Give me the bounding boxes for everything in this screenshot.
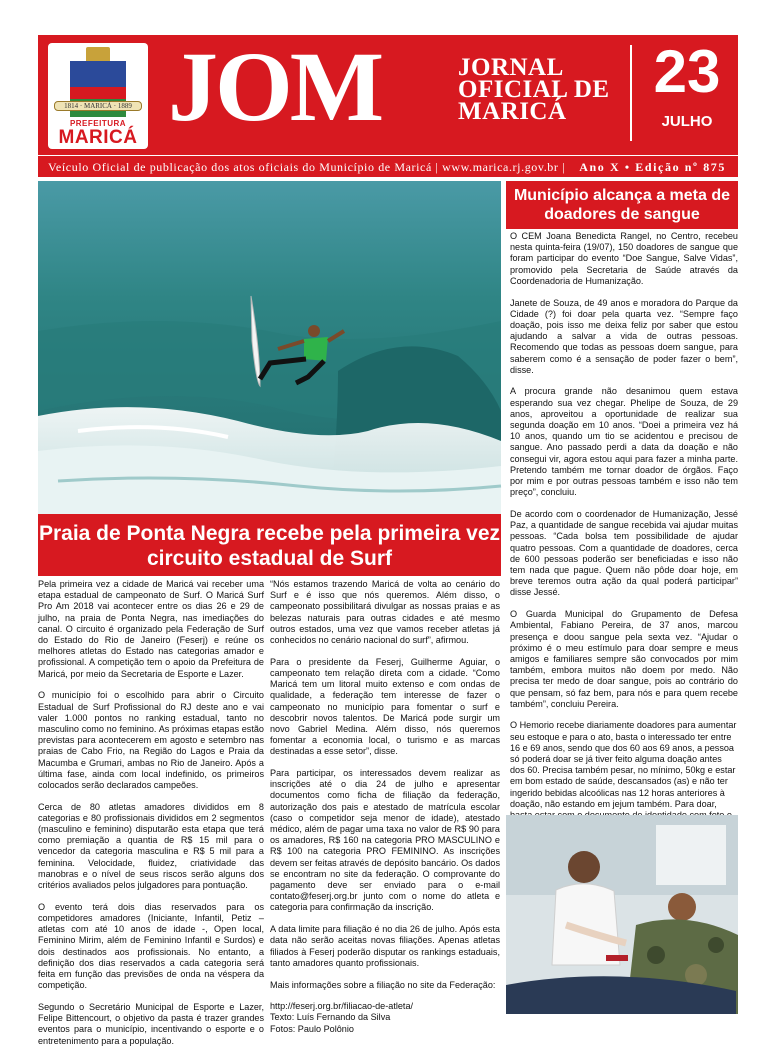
paragraph: Pela primeira vez a cidade de Maricá vai receber uma etapa estadual de campeonato de Surf. O Maricá Surf Pro Am 2018 vai acontecer entre os dias 26 e 29 de julho, na praia de Ponta Negra, nas imediações do canal. O circuito é organizado pela Federação de Surf do Estado do Rio de Janeiro (Feserj) e reúne os melhores atletas do Estado nas categorias amador e profissional. A competição tem o apoio da Prefeitura de Maricá, por meio da Secretaria de Esporte e Lazer. bbox=[38, 579, 264, 679]
paragraph: A procura grande não desanimou quem estava esperando sua vez chegar. Phelipe de Souza, de 29 anos, aproveitou a oportunidade de realizar sua segunda doação em 10 anos. “Doei a primeira vez há 10 anos, quando um tio se acidentou e precisou de sangue. Ano passado perdi a data da doação e não consegui vir, agora estou aqui para fazer a minha parte. Pretendo também me tornar doador de órgãos. Faço por mim e por outras pessoas também e isso não tem preço”, concluiu. bbox=[510, 386, 738, 498]
surf-body-column-2 bbox=[270, 579, 500, 1034]
coat-of-arms-icon bbox=[48, 43, 148, 149]
jom-logo: JOM bbox=[168, 31, 382, 142]
paragraph: De acordo com o coordenador de Humanização, Jessé Paz, a quantidade de sangue recebida vai ajudar muitas pessoas. “Cada bolsa tem possibilidade de ajudar quatro pessoas. Com a quantidade de doadores, cerca de 600 pessoas poderão ser beneficiadas e isso não tem nada que pague. Quem não pôde doar hoje, em breve teremos outra ação da qual poderá participar” disse Jessé. bbox=[510, 508, 738, 598]
blood-donation-headline: Município alcança a meta de doadores de sangue bbox=[506, 181, 738, 229]
paragraph: Para participar, os interessados devem realizar as inscrições até o dia 24 de julho e apresentar documentos como ficha de filiação da federação, autorização dos pais e atestado de matrícula escolar (caso o competidor seja menor de idade), atestado médico, além de pagar uma taxa no valor de R$ 90 para os amadores, R$ 160 na categoria PRO MASCULINO e R$ 100 na categoria PRO FEMININO. As inscrições devem ser feitas através de depósito bancário. Os dados se encontram no site da federação. O comprovante do pagamento deve ser enviado para o e-mail contato@feserj.org.br junto com o nome do atleta e categoria para confirmação da inscrição. bbox=[270, 768, 500, 913]
paragraph: Para o presidente da Feserj, Guilherme Aguiar, o campeonato tem relação direta com a cidade. “Como Maricá tem um litoral muito extenso e com ondas de qualidade, a federação tem interesse de fazer o campeonato no município para fomentar o surf e descobrir novos talentos. De Maricá pode surgir um novo Gabriel Medina. Além disso, nós queremos fomentar a economia local, o turismo e as marcas destinadas a esse setor”, disse. bbox=[270, 656, 500, 757]
issue-month: JULHO bbox=[661, 113, 713, 130]
journal-title-line3: MARICÁ bbox=[458, 98, 567, 125]
crest-prefeitura: PREFEITURA bbox=[69, 119, 127, 128]
masthead-divider bbox=[630, 45, 632, 141]
paragraph: O CEM Joana Benedicta Rangel, no Centro, recebeu nesta quinta-feira (19/07), 150 doadores de sangue que foram participar do evento “Doe Sangue, Salve Vidas”, promovido pela Secretaria de Saúde através da Coordenadoria de Humanização. bbox=[510, 231, 738, 286]
paragraph: O Guarda Municipal do Grupamento de Defesa Ambiental, Fabiano Pereira, de 37 anos, marcou presença e doou sangue pela sexta vez. “Ajudar o próximo é o meu estímulo para doar sempre e meus amigos e familiares sempre são convocados por mim também, embora muitos não doem por medo. Não precisa ter medo de doar sangue, pois ao contrário do que pensam, só faz bem, para nós e para quem recebe também”, concluiu Pereira. bbox=[510, 609, 738, 709]
crest-ribbon: 1814 · MARICÁ · 1889 bbox=[54, 101, 142, 111]
surf-photo bbox=[38, 181, 501, 514]
paragraph: O evento terá dois dias reservados para os competidores amadores (Iniciante, Infantil, Petiz – atletas com até 10 anos de idade -, Open local, Feminino Mirim, além de Feminino Infantil e Surdos) e dois destinados aos profissionais. No entanto, a definição dos dias reservados a cada categoria será feita em função das previsões de onda na véspera da competição. bbox=[38, 901, 264, 991]
blood-donation-photo bbox=[506, 815, 738, 1014]
photo-credit: Fotos: Paulo Polônio bbox=[270, 1023, 354, 1034]
federation-link[interactable]: http://feserj.org.br/filiacao-de-atleta/ bbox=[270, 1001, 414, 1012]
blood-donation-body bbox=[510, 231, 738, 811]
journal-title-line2: OFICIAL DE bbox=[458, 76, 610, 103]
paragraph: A data limite para filiação é no dia 26 de julho. Após esta data não serão aceitas novas filiações. Apenas atletas filiados à Feserj poderão disputar os rankings estaduais, tanto amadores quanto profissionais. bbox=[270, 924, 500, 968]
surf-headline: Praia de Ponta Negra recebe pela primeira vez circuito estadual de Surf bbox=[38, 514, 501, 576]
paragraph: O município foi o escolhido para abrir o Circuito Estadual de Surf Profissional do RJ deste ano e vai valer 1.000 pontos no ranking estadual, tanto no masculino como no feminino. As próximas etapas estão previstas para acontecerem em agosto e setembro nas praias de Cabo Frio, na Região do Lagos e Praia da Macumba e Grumari, ambas no Rio de Janeiro. Após a última fase, ainda com local indefinido, os primeiros colocados serão declarados campeões. bbox=[38, 690, 264, 790]
paragraph: Segundo o Secretário Municipal de Esporte e Lazer, Felipe Bittencourt, o objetivo da pasta é trazer grandes eventos para o município, incentivando o esporte e o entretenimento para a população. bbox=[38, 1001, 264, 1046]
masthead-subline bbox=[38, 155, 738, 177]
paragraph: Cerca de 80 atletas amadores divididos em 8 categorias e 80 profissionais divididos em 2 segmentos (masculino e feminino) disputarão esta etapa que terá como premiação a quantia de R$ 15 mil para o vencedor da categoria masculina e R$ 5 mil para a feminina. Velocidade, fluidez, criatividade das manobras e o nível de seus riscos serão alguns dos critérios avaliados pelos julgadores para pontuação. bbox=[38, 801, 264, 891]
journal-title bbox=[458, 54, 610, 125]
text-credit: Texto: Luís Fernando da Silva bbox=[270, 1012, 391, 1023]
crest-city: MARICÁ bbox=[58, 127, 138, 148]
paragraph: O Hemorio recebe diariamente doadores para aumentar seu estoque e para o ato, basta o interessado ter entre 16 e 69 anos, sendo que dos 60 aos 69 anos, a pessoa só poderá doar se já tiver feito alguma doação antes dos 60. Precisa também pesar, no mínimo, 50kg e estar em bom estado de saúde, descansados (as) e não ter ingerido bebidas alcoólicas nas 12 horas anteriores à doação, não estando em jejum também. Para doar, bbox=[510, 720, 737, 809]
journal-title-line1: JORNAL bbox=[458, 54, 564, 81]
paragraph: Janete de Souza, de 49 anos e moradora do Parque da Cidade (?) foi doar pela quarta vez. “Sempre faço doação, pois isso me deixa feliz por saber que estou ajudando a salvar a vida de outras pessoas. Recomendo que todas as pessoas doem sangue, para saberem como é a sensação de poder fazer o bem”, disse. bbox=[510, 297, 738, 375]
edition-line: Ano X • Edição nº 875 bbox=[579, 160, 726, 174]
vehicle-line: Veículo Oficial de publicação dos atos oficiais do Município de Maricá | www.marica.rj.gov.br | bbox=[48, 160, 566, 174]
masthead bbox=[38, 31, 738, 155]
paragraph: Mais informações sobre a filiação no site da Federação: bbox=[270, 979, 496, 990]
paragraph: “Nós estamos trazendo Maricá de volta ao cenário do Surf e é isso que nós queremos. Além disso, o campeonato possibilitará divulgar as nossas praias e as belezas naturais para outras cidades e até mesmo outros estados, uma vez que vamos receber atletas já conhecidos no cenário nacional do surf”, afirmou. bbox=[270, 579, 500, 646]
issue-day: 23 bbox=[653, 38, 721, 105]
surf-body-column-1 bbox=[38, 579, 264, 1046]
